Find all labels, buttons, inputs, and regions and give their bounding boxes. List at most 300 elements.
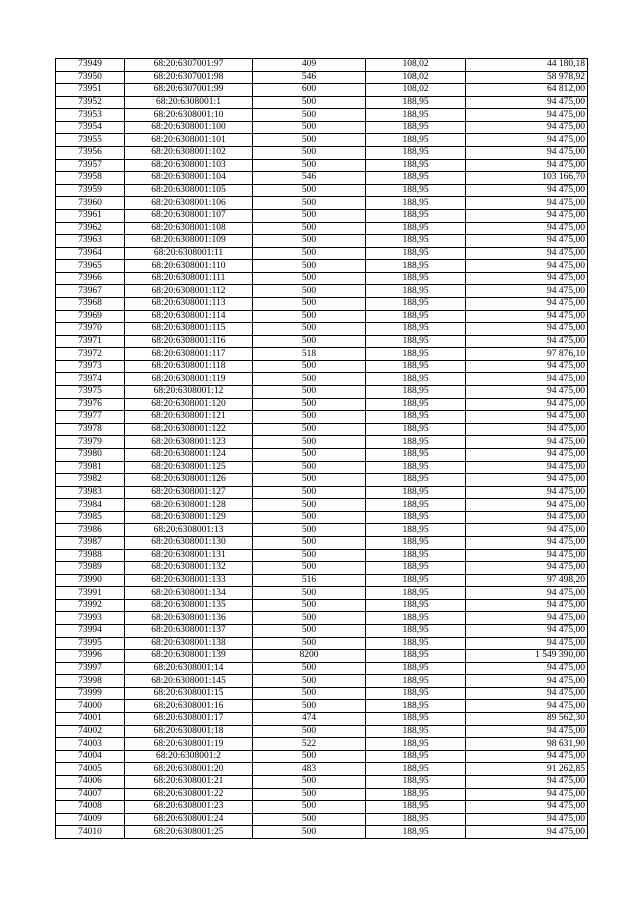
cadastral-value-cell: 58 978,92 [466,71,588,84]
cadastral-value-cell: 94 475,00 [466,235,588,248]
table-row [56,348,588,361]
unit-value-cell: 188,95 [366,813,466,826]
table-row [56,625,588,638]
unit-value-cell: 188,95 [366,788,466,801]
cadastral-value-cell: 94 475,00 [466,499,588,512]
cadastral-number-cell: 68:20:6308001:104 [125,172,253,185]
unit-value-cell: 188,95 [366,775,466,788]
row-number-cell: 74004 [56,750,125,763]
table-row [56,398,588,411]
cadastral-value-cell: 94 475,00 [466,386,588,399]
area-cell: 500 [253,423,366,436]
row-number-cell: 73973 [56,360,125,373]
cadastral-number-cell: 68:20:6308001:100 [125,121,253,134]
cadastral-number-cell: 68:20:6308001:114 [125,310,253,323]
unit-value-cell: 188,95 [366,96,466,109]
area-cell: 500 [253,700,366,713]
cadastral-number-cell: 68:20:6308001:133 [125,574,253,587]
cadastral-value-cell: 94 475,00 [466,461,588,474]
area-cell: 500 [253,826,366,839]
cadastral-value-cell: 94 475,00 [466,486,588,499]
table-row [56,323,588,336]
unit-value-cell: 188,95 [366,474,466,487]
cadastral-value-cell: 94 475,00 [466,411,588,424]
unit-value-cell: 188,95 [366,536,466,549]
unit-value-cell: 188,95 [366,574,466,587]
table-row [56,637,588,650]
area-cell: 500 [253,486,366,499]
area-cell: 500 [253,499,366,512]
table-row [56,222,588,235]
unit-value-cell: 188,95 [366,763,466,776]
table-row [56,147,588,160]
area-cell: 500 [253,260,366,273]
row-number-cell: 73985 [56,511,125,524]
cadastral-value-cell: 94 475,00 [466,562,588,575]
table-row [56,750,588,763]
area-cell: 500 [253,625,366,638]
unit-value-cell: 188,95 [366,297,466,310]
table-row [56,662,588,675]
cadastral-number-cell: 68:20:6308001:137 [125,625,253,638]
area-cell: 500 [253,398,366,411]
table-row [56,562,588,575]
cadastral-number-cell: 68:20:6308001:145 [125,675,253,688]
cadastral-value-cell: 94 475,00 [466,159,588,172]
table-row [56,197,588,210]
area-cell: 500 [253,335,366,348]
unit-value-cell: 188,95 [366,386,466,399]
cadastral-number-cell: 68:20:6308001:11 [125,247,253,260]
table-row [56,511,588,524]
table-row [56,310,588,323]
cadastral-number-cell: 68:20:6308001:19 [125,738,253,751]
area-cell: 474 [253,713,366,726]
cadastral-value-cell: 94 475,00 [466,310,588,323]
cadastral-value-cell: 94 475,00 [466,524,588,537]
unit-value-cell: 188,95 [366,612,466,625]
area-cell: 500 [253,147,366,160]
cadastral-number-cell: 68:20:6308001:24 [125,813,253,826]
area-cell: 500 [253,360,366,373]
cadastral-value-cell: 91 262,85 [466,763,588,776]
cadastral-value-cell: 98 631,90 [466,738,588,751]
row-number-cell: 73999 [56,687,125,700]
table-row [56,700,588,713]
cadastral-number-cell: 68:20:6308001:115 [125,323,253,336]
row-number-cell: 73993 [56,612,125,625]
area-cell: 500 [253,511,366,524]
cadastral-number-cell: 68:20:6308001:103 [125,159,253,172]
unit-value-cell: 188,95 [366,625,466,638]
table-body [56,59,588,839]
table-row [56,235,588,248]
cadastral-number-cell: 68:20:6308001:130 [125,536,253,549]
unit-value-cell: 188,95 [366,197,466,210]
unit-value-cell: 188,95 [366,348,466,361]
cadastral-value-cell: 94 475,00 [466,612,588,625]
unit-value-cell: 188,95 [366,398,466,411]
area-cell: 500 [253,297,366,310]
cadastral-number-cell: 68:20:6308001:25 [125,826,253,839]
cadastral-number-cell: 68:20:6308001:108 [125,222,253,235]
row-number-cell: 73974 [56,373,125,386]
cadastral-number-cell: 68:20:6308001:105 [125,184,253,197]
cadastral-number-cell: 68:20:6308001:139 [125,650,253,663]
row-number-cell: 74003 [56,738,125,751]
cadastral-number-cell: 68:20:6308001:112 [125,285,253,298]
table-row [56,587,588,600]
unit-value-cell: 188,95 [366,461,466,474]
cadastral-number-cell: 68:20:6308001:119 [125,373,253,386]
area-cell: 500 [253,587,366,600]
area-cell: 8200 [253,650,366,663]
cadastral-value-cell: 94 475,00 [466,96,588,109]
cadastral-value-cell: 94 475,00 [466,675,588,688]
table-row [56,96,588,109]
table-row [56,687,588,700]
cadastral-value-cell: 94 475,00 [466,587,588,600]
table-row [56,713,588,726]
table-row [56,813,588,826]
cadastral-value-cell: 94 475,00 [466,285,588,298]
cadastral-number-cell: 68:20:6308001:17 [125,713,253,726]
cadastral-value-cell: 94 475,00 [466,725,588,738]
cadastral-value-cell: 94 475,00 [466,599,588,612]
cadastral-value-cell: 94 475,00 [466,398,588,411]
table-row [56,599,588,612]
row-number-cell: 73989 [56,562,125,575]
table-row [56,297,588,310]
unit-value-cell: 188,95 [366,147,466,160]
area-cell: 500 [253,750,366,763]
unit-value-cell: 188,95 [366,159,466,172]
cadastral-value-cell: 94 475,00 [466,536,588,549]
unit-value-cell: 188,95 [366,184,466,197]
row-number-cell: 73996 [56,650,125,663]
unit-value-cell: 188,95 [366,310,466,323]
unit-value-cell: 188,95 [366,260,466,273]
unit-value-cell: 188,95 [366,738,466,751]
unit-value-cell: 188,95 [366,222,466,235]
cadastral-value-cell: 94 475,00 [466,813,588,826]
cadastral-number-cell: 68:20:6308001:116 [125,335,253,348]
area-cell: 500 [253,562,366,575]
row-number-cell: 73950 [56,71,125,84]
area-cell: 500 [253,411,366,424]
unit-value-cell: 188,95 [366,360,466,373]
table-row [56,172,588,185]
row-number-cell: 73992 [56,599,125,612]
table-row [56,461,588,474]
row-number-cell: 73972 [56,348,125,361]
cadastral-number-cell: 68:20:6308001:134 [125,587,253,600]
area-cell: 500 [253,549,366,562]
cadastral-number-cell: 68:20:6308001:106 [125,197,253,210]
cadastral-value-cell: 44 180,18 [466,59,588,72]
cadastral-number-cell: 68:20:6308001:132 [125,562,253,575]
cadastral-value-cell: 94 475,00 [466,436,588,449]
row-number-cell: 74008 [56,801,125,814]
table-row [56,536,588,549]
cadastral-number-cell: 68:20:6308001:10 [125,109,253,122]
row-number-cell: 73966 [56,272,125,285]
row-number-cell: 73990 [56,574,125,587]
table-row [56,84,588,97]
row-number-cell: 73958 [56,172,125,185]
table-row [56,373,588,386]
area-cell: 500 [253,775,366,788]
cadastral-value-cell: 94 475,00 [466,511,588,524]
cadastral-number-cell: 68:20:6307001:98 [125,71,253,84]
table-row [56,499,588,512]
row-number-cell: 73998 [56,675,125,688]
cadastral-value-cell: 94 475,00 [466,260,588,273]
row-number-cell: 73969 [56,310,125,323]
table-row [56,335,588,348]
cadastral-value-cell: 64 812,00 [466,84,588,97]
cadastral-value-cell: 94 475,00 [466,184,588,197]
table-row [56,549,588,562]
table-row [56,260,588,273]
cadastral-value-cell: 89 562,30 [466,713,588,726]
cadastral-number-cell: 68:20:6308001:109 [125,235,253,248]
cadastral-value-table [55,58,588,839]
cadastral-number-cell: 68:20:6308001:22 [125,788,253,801]
cadastral-value-cell: 94 475,00 [466,373,588,386]
row-number-cell: 73967 [56,285,125,298]
area-cell: 546 [253,71,366,84]
cadastral-number-cell: 68:20:6308001:129 [125,511,253,524]
cadastral-value-cell: 94 475,00 [466,297,588,310]
area-cell: 500 [253,310,366,323]
table-row [56,159,588,172]
area-cell: 522 [253,738,366,751]
area-cell: 500 [253,184,366,197]
unit-value-cell: 188,95 [366,587,466,600]
row-number-cell: 73956 [56,147,125,160]
row-number-cell: 73984 [56,499,125,512]
row-number-cell: 73981 [56,461,125,474]
cadastral-number-cell: 68:20:6308001:136 [125,612,253,625]
cadastral-number-cell: 68:20:6308001:1 [125,96,253,109]
unit-value-cell: 188,95 [366,662,466,675]
row-number-cell: 73964 [56,247,125,260]
cadastral-value-cell: 97 876,10 [466,348,588,361]
row-number-cell: 73988 [56,549,125,562]
area-cell: 500 [253,209,366,222]
row-number-cell: 73986 [56,524,125,537]
row-number-cell: 73955 [56,134,125,147]
cadastral-number-cell: 68:20:6308001:12 [125,386,253,399]
table-row [56,675,588,688]
table-row [56,826,588,839]
table-row [56,386,588,399]
area-cell: 500 [253,159,366,172]
unit-value-cell: 188,95 [366,599,466,612]
cadastral-number-cell: 68:20:6308001:2 [125,750,253,763]
area-cell: 500 [253,386,366,399]
row-number-cell: 73959 [56,184,125,197]
table-row [56,209,588,222]
table-row [56,109,588,122]
row-number-cell: 73995 [56,637,125,650]
cadastral-number-cell: 68:20:6308001:118 [125,360,253,373]
row-number-cell: 73977 [56,411,125,424]
cadastral-number-cell: 68:20:6308001:23 [125,801,253,814]
area-cell: 500 [253,96,366,109]
row-number-cell: 74010 [56,826,125,839]
cadastral-value-cell: 94 475,00 [466,775,588,788]
cadastral-value-cell: 94 475,00 [466,625,588,638]
unit-value-cell: 188,95 [366,411,466,424]
unit-value-cell: 188,95 [366,209,466,222]
area-cell: 546 [253,172,366,185]
unit-value-cell: 188,95 [366,373,466,386]
cadastral-number-cell: 68:20:6308001:127 [125,486,253,499]
row-number-cell: 73991 [56,587,125,600]
unit-value-cell: 188,95 [366,750,466,763]
unit-value-cell: 188,95 [366,121,466,134]
unit-value-cell: 188,95 [366,499,466,512]
table-row [56,411,588,424]
cadastral-number-cell: 68:20:6308001:128 [125,499,253,512]
cadastral-number-cell: 68:20:6308001:120 [125,398,253,411]
table-row [56,448,588,461]
cadastral-value-cell: 94 475,00 [466,448,588,461]
row-number-cell: 73962 [56,222,125,235]
row-number-cell: 74009 [56,813,125,826]
cadastral-number-cell: 68:20:6308001:117 [125,348,253,361]
row-number-cell: 73965 [56,260,125,273]
row-number-cell: 74007 [56,788,125,801]
area-cell: 409 [253,59,366,72]
unit-value-cell: 108,02 [366,59,466,72]
row-number-cell: 73960 [56,197,125,210]
row-number-cell: 73957 [56,159,125,172]
row-number-cell: 73968 [56,297,125,310]
unit-value-cell: 188,95 [366,323,466,336]
unit-value-cell: 188,95 [366,272,466,285]
row-number-cell: 73961 [56,209,125,222]
cadastral-value-cell: 94 475,00 [466,549,588,562]
cadastral-number-cell: 68:20:6308001:15 [125,687,253,700]
cadastral-number-cell: 68:20:6308001:122 [125,423,253,436]
cadastral-value-cell: 94 475,00 [466,247,588,260]
cadastral-number-cell: 68:20:6308001:110 [125,260,253,273]
unit-value-cell: 188,95 [366,725,466,738]
cadastral-number-cell: 68:20:6308001:16 [125,700,253,713]
table-row [56,763,588,776]
cadastral-value-cell: 94 475,00 [466,134,588,147]
unit-value-cell: 188,95 [366,549,466,562]
row-number-cell: 74005 [56,763,125,776]
unit-value-cell: 188,95 [366,335,466,348]
row-number-cell: 73982 [56,474,125,487]
area-cell: 500 [253,121,366,134]
cadastral-value-cell: 94 475,00 [466,474,588,487]
unit-value-cell: 188,95 [366,134,466,147]
unit-value-cell: 188,95 [366,700,466,713]
cadastral-value-cell: 94 475,00 [466,222,588,235]
unit-value-cell: 188,95 [366,436,466,449]
area-cell: 500 [253,448,366,461]
row-number-cell: 73953 [56,109,125,122]
table-row [56,474,588,487]
cadastral-number-cell: 68:20:6308001:101 [125,134,253,147]
area-cell: 500 [253,247,366,260]
cadastral-number-cell: 68:20:6308001:131 [125,549,253,562]
cadastral-value-cell: 103 166,70 [466,172,588,185]
cadastral-value-cell: 94 475,00 [466,826,588,839]
area-cell: 500 [253,323,366,336]
cadastral-value-cell: 94 475,00 [466,109,588,122]
row-number-cell: 73963 [56,235,125,248]
cadastral-value-cell: 94 475,00 [466,801,588,814]
unit-value-cell: 188,95 [366,637,466,650]
cadastral-value-cell: 94 475,00 [466,662,588,675]
table-row [56,524,588,537]
table-row [56,285,588,298]
cadastral-value-cell: 94 475,00 [466,272,588,285]
row-number-cell: 73951 [56,84,125,97]
area-cell: 500 [253,134,366,147]
area-cell: 500 [253,474,366,487]
table-row [56,486,588,499]
cadastral-value-cell: 94 475,00 [466,209,588,222]
row-number-cell: 73994 [56,625,125,638]
unit-value-cell: 188,95 [366,247,466,260]
cadastral-number-cell: 68:20:6307001:97 [125,59,253,72]
unit-value-cell: 188,95 [366,524,466,537]
cadastral-number-cell: 68:20:6308001:21 [125,775,253,788]
row-number-cell: 73983 [56,486,125,499]
cadastral-value-cell: 94 475,00 [466,360,588,373]
cadastral-number-cell: 68:20:6308001:13 [125,524,253,537]
row-number-cell: 73976 [56,398,125,411]
unit-value-cell: 188,95 [366,511,466,524]
row-number-cell: 73970 [56,323,125,336]
area-cell: 500 [253,373,366,386]
row-number-cell: 73975 [56,386,125,399]
area-cell: 500 [253,461,366,474]
unit-value-cell: 188,95 [366,826,466,839]
unit-value-cell: 108,02 [366,84,466,97]
cadastral-number-cell: 68:20:6308001:138 [125,637,253,650]
unit-value-cell: 188,95 [366,423,466,436]
row-number-cell: 74001 [56,713,125,726]
cadastral-number-cell: 68:20:6308001:107 [125,209,253,222]
table-row [56,612,588,625]
area-cell: 500 [253,599,366,612]
cadastral-value-cell: 94 475,00 [466,637,588,650]
area-cell: 500 [253,272,366,285]
table-row [56,272,588,285]
cadastral-value-cell: 94 475,00 [466,687,588,700]
unit-value-cell: 188,95 [366,172,466,185]
area-cell: 500 [253,536,366,549]
cadastral-value-cell: 1 549 390,00 [466,650,588,663]
cadastral-value-cell: 94 475,00 [466,700,588,713]
table-row [56,360,588,373]
table-row [56,801,588,814]
cadastral-number-cell: 68:20:6308001:135 [125,599,253,612]
cadastral-number-cell: 68:20:6308001:124 [125,448,253,461]
cadastral-value-cell: 94 475,00 [466,788,588,801]
area-cell: 500 [253,109,366,122]
table-row [56,134,588,147]
cadastral-number-cell: 68:20:6307001:99 [125,84,253,97]
